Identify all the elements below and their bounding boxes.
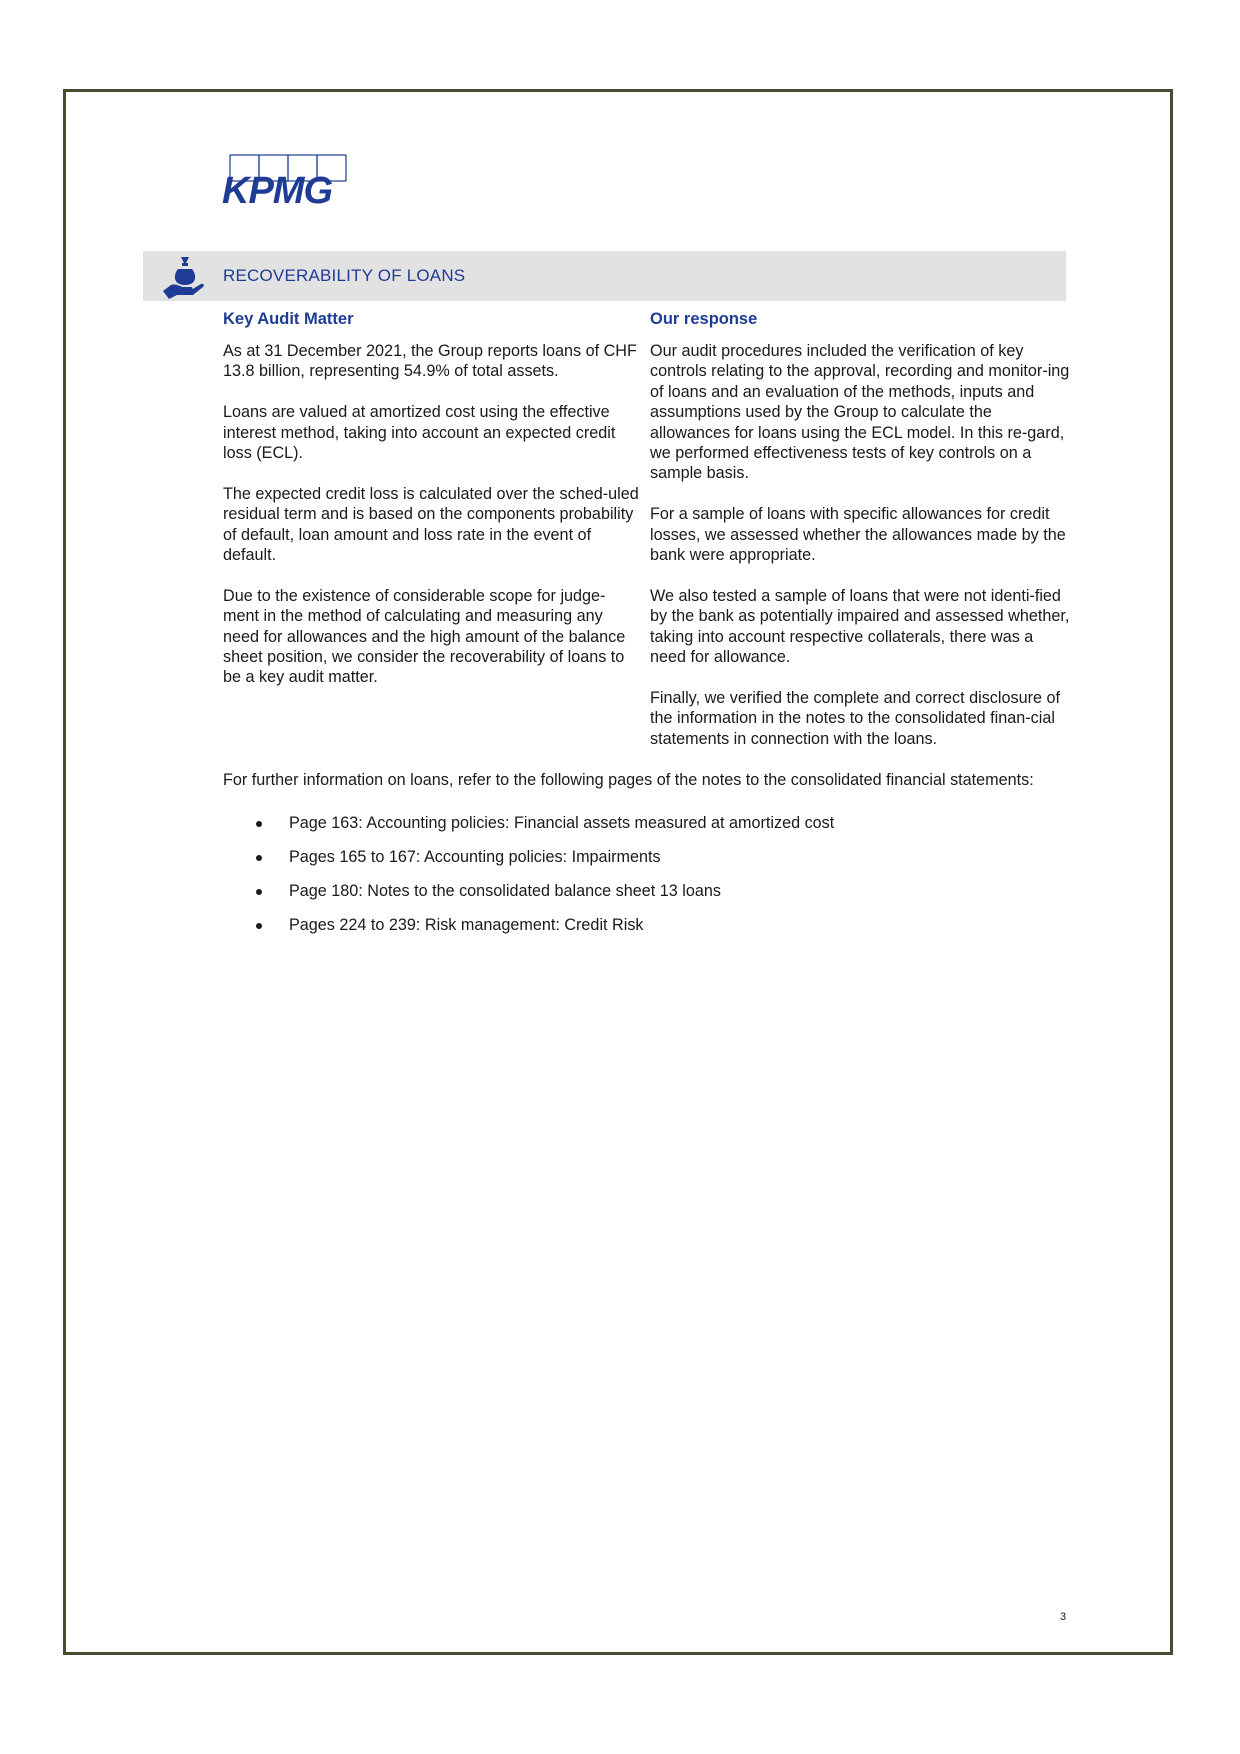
list-item	[256, 813, 834, 847]
list-item	[256, 881, 834, 915]
kam-paragraph: The expected credit loss is calculated over the sched-uled residual term and is based on the components probability of default, loan amount and loss rate in the event of default.	[223, 484, 639, 565]
response-paragraph: Finally, we verified the complete and correct disclosure of the information in the notes to the consolidated finan-cial statements in connection with the loans.	[650, 688, 1060, 748]
response-paragraph: For a sample of loans with specific allowances for credit losses, we assessed whether the allowances made by the bank were appropriate.	[650, 505, 1066, 565]
reference-text: Page 180: Notes to the consolidated balance sheet 13 loans	[289, 882, 721, 900]
kam-paragraph: As at 31 December 2021, the Group reports loans of CHF 13.8 billion, representing 54.9% of total assets.	[223, 342, 637, 381]
response-paragraph: Our audit procedures included the verification of key controls relating to the approval, recording and monitor-ing of loans and an evaluation of the methods, inputs and assumptions used by the Group to calculate the allowances for loans using the ECL model. In this re-gard, we performed effectiveness tests of key controls on a sample basis.	[650, 342, 1070, 483]
bullet-icon	[256, 923, 262, 929]
our-response-column	[650, 309, 1070, 769]
logo-wordmark: KPMG	[222, 170, 332, 212]
response-paragraph: We also tested a sample of loans that were not identi-fied by the bank as potentially impaired and assessed whether, taking into account respective collaterals, there was a need for allowance.	[650, 586, 1070, 667]
reference-text: Page 163: Accounting policies: Financial assets measured at amortized cost	[289, 814, 835, 832]
further-information-text: For further information on loans, refer to the following pages of the notes to the consolidated financial statements:	[223, 771, 1034, 789]
our-response-heading: Our response	[650, 310, 758, 328]
kpmg-logo	[222, 154, 356, 210]
reference-text: Pages 224 to 239: Risk management: Credit Risk	[289, 916, 644, 934]
bullet-icon	[256, 855, 262, 861]
kam-paragraph: Loans are valued at amortized cost using the effective interest method, taking into account an expected credit loss (ECL).	[223, 403, 616, 463]
money-bag-hand-icon	[161, 253, 205, 299]
section-header	[143, 251, 1066, 301]
bullet-icon	[256, 889, 262, 895]
kam-paragraph: Due to the existence of considerable scope for judge-ment in the method of calculating and measuring any need for allowances and the high amount of the balance sheet position, we consider the recoverability of loans to be a key audit matter.	[223, 586, 626, 687]
reference-text: Pages 165 to 167: Accounting policies: Impairments	[289, 848, 661, 866]
list-item	[256, 847, 834, 881]
list-item	[256, 915, 834, 949]
page-number: 3	[1060, 1611, 1067, 1623]
section-title: RECOVERABILITY OF LOANS	[223, 266, 466, 285]
reference-list	[256, 813, 834, 949]
key-audit-matter-column	[223, 309, 641, 708]
key-audit-matter-heading: Key Audit Matter	[223, 310, 354, 328]
bullet-icon	[256, 821, 262, 827]
